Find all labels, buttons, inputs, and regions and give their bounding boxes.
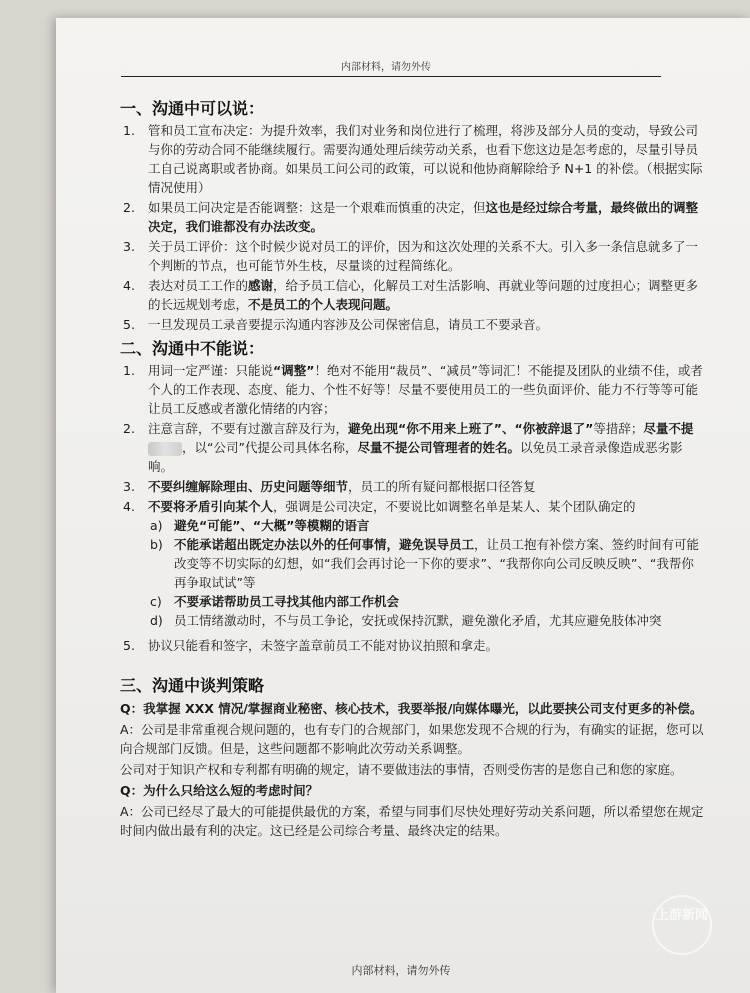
item-text: ，员工的所有疑问都根据口径答复 xyxy=(348,479,536,494)
section-2-title: 二、沟通中不能说： xyxy=(120,339,265,358)
item-text: ，给予员工信心，化解员工对生活影响、再就业等问题的过度担心；调整更多的长远规划考虑， xyxy=(148,278,699,312)
item-text-bold: 尽量不提 xyxy=(643,421,694,436)
sub-item-text: ，让员工抱有补偿方案、签约时间有可能改变等不切实际的幻想，如“我们会再讨论一下你的要求”、“我帮你向公司反映反映”、“我帮你再争取试试”等 xyxy=(174,537,700,590)
page-header: 内部材料，请勿外传 xyxy=(341,62,431,73)
item-text: 等措辞； xyxy=(593,421,644,436)
list-item xyxy=(120,636,705,655)
sub-item-letter: c) xyxy=(150,594,162,609)
item-number: 3. xyxy=(123,479,135,494)
sub-item-text-bold: 避免“可能”、“大概”等模糊的语言 xyxy=(174,518,370,533)
item-text-bold: 不要将矛盾引向某个人 xyxy=(148,499,274,514)
redaction-blur xyxy=(148,442,182,456)
item-number: 5. xyxy=(123,317,135,332)
item-text-bold: 不要纠缠解除理由、历史问题等细节 xyxy=(148,479,349,494)
list-item xyxy=(120,315,705,334)
sub-item-letter: d) xyxy=(150,613,163,628)
item-text: 注意言辞，不要有过激言辞及行为， xyxy=(148,421,349,436)
sub-list-item xyxy=(120,535,705,592)
item-text-bold: 避免出现“你不用来上班了”、“你被辞退了” xyxy=(348,421,594,436)
item-text-bold: 这也是经过综合考量，最终做出的调整决定，我们谁都没有办法改变。 xyxy=(148,200,699,234)
item-text: 用词一定严谨：只能说 xyxy=(148,363,274,378)
answer-1: A：公司是非常重视合规问题的，也有专门的合规部门，如果您发现不合规的行为，有确实的证据，您可以向合规部门反馈。但是，这些问题都不影响此次劳动关系调整。 xyxy=(120,722,704,756)
list-item xyxy=(120,276,705,314)
item-text-bold: 尽量不提公司管理者的姓名。 xyxy=(357,440,520,455)
item-number: 2. xyxy=(123,200,135,215)
question-1: Q：我掌握 XXX 情况/掌握商业秘密、核心技术，我要举报/向媒体曝光，以此要挟公司支付更多的补偿。 xyxy=(120,701,703,716)
sub-list-item xyxy=(120,611,705,630)
header-divider xyxy=(121,76,661,77)
list-item xyxy=(120,477,705,496)
sub-item-letter: b) xyxy=(150,537,163,552)
list-item xyxy=(120,198,705,236)
item-text: ，强调是公司决定，不要说比如调整名单是某人、某个团队确定的 xyxy=(273,499,636,514)
list-item xyxy=(120,237,705,275)
list-item xyxy=(120,361,705,418)
sub-item-letter: a) xyxy=(150,518,163,533)
item-text: 如果员工问决定是否能调整：这是一个艰难而慎重的决定，但 xyxy=(148,200,486,215)
section-3-title: 三、沟通中谈判策略 xyxy=(120,676,265,695)
item-number: 1. xyxy=(123,123,135,138)
item-number: 4. xyxy=(123,278,135,293)
sub-item-text-bold: 不能承诺超出既定办法以外的任何事情，避免误导员工 xyxy=(174,537,475,552)
page-footer: 内部材料，请勿外传 xyxy=(351,964,451,977)
item-text: 协议只能看和签字，未签字盖章前员工不能对协议拍照和拿走。 xyxy=(148,638,499,653)
item-text: ，以“公司”代提公司具体名称， xyxy=(182,440,358,455)
item-text: 一旦发现员工录音要提示沟通内容涉及公司保密信息，请员工不要录音。 xyxy=(148,317,549,332)
document-body xyxy=(120,98,705,840)
answer-2: A：公司已经尽了最大的可能提供最优的方案，希望与同事们尽快处理好劳动关系问题，所以希望您在规定时间内做出最有利的决定。这已经是公司综合考量、最终决定的结果。 xyxy=(120,804,704,838)
watermark-logo: 上游新闻 xyxy=(652,895,712,955)
item-number: 4. xyxy=(123,499,135,514)
answer-1-cont: 公司对于知识产权和专利都有明确的规定，请不要做违法的事情，否则受伤害的是您自己和您的家庭。 xyxy=(120,762,683,777)
item-number: 1. xyxy=(123,363,135,378)
sub-list-item xyxy=(120,592,705,611)
document-page xyxy=(56,18,750,993)
list-item xyxy=(120,497,705,516)
list-item xyxy=(120,419,705,476)
item-text: 以免员工录音录像造成恶劣影响。 xyxy=(148,440,683,474)
item-text-bold: “调整” xyxy=(273,363,315,378)
item-text: 关于员工评价：这个时候少说对员工的评价，因为和这次处理的关系不大。引入多一条信息就多了一个判断的节点，也可能节外生枝，尽量谈的过程简练化。 xyxy=(148,239,699,273)
item-number: 5. xyxy=(123,638,135,653)
item-number: 3. xyxy=(123,239,135,254)
section-1-title: 一、沟通中可以说： xyxy=(120,99,265,118)
item-text: ！绝对不能用“裁员”、“减员”等词汇！不能提及团队的业绩不佳，或者个人的工作表现、态度、能力、个性不好等！尽量不要使用员工的一些负面评价、能力不行等等可能让员工反感或者激化情绪的内容； xyxy=(148,363,703,416)
question-2: Q：为什么只给这么短的考虑时间？ xyxy=(120,783,319,798)
sub-item-text: 员工情绪激动时，不与员工争论，安抚或保持沉默，避免激化矛盾，尤其应避免肢体冲突 xyxy=(174,613,662,628)
item-text-bold: 不是员工的个人表现问题。 xyxy=(248,297,399,312)
item-number: 2. xyxy=(123,421,135,436)
item-text: 表达对员工工作的 xyxy=(148,278,249,293)
list-item xyxy=(120,121,705,197)
sub-item-text-bold: 不要承诺帮助员工寻找其他内部工作机会 xyxy=(174,594,400,609)
sub-list-item xyxy=(120,516,705,535)
item-text-bold: 感谢 xyxy=(248,278,274,293)
item-text: 管和员工宣布决定：为提升效率，我们对业务和岗位进行了梳理，将涉及部分人员的变动，导致公司与你的劳动合同不能继续履行。需要沟通处理后续劳动关系，也看下您这边是怎考虑的，尽量引导员工自己说离职或者协商。如果员工问公司的政策，可以说和他协商解除给予 N+1 的补偿。（根据实际情况使用） xyxy=(148,123,703,195)
